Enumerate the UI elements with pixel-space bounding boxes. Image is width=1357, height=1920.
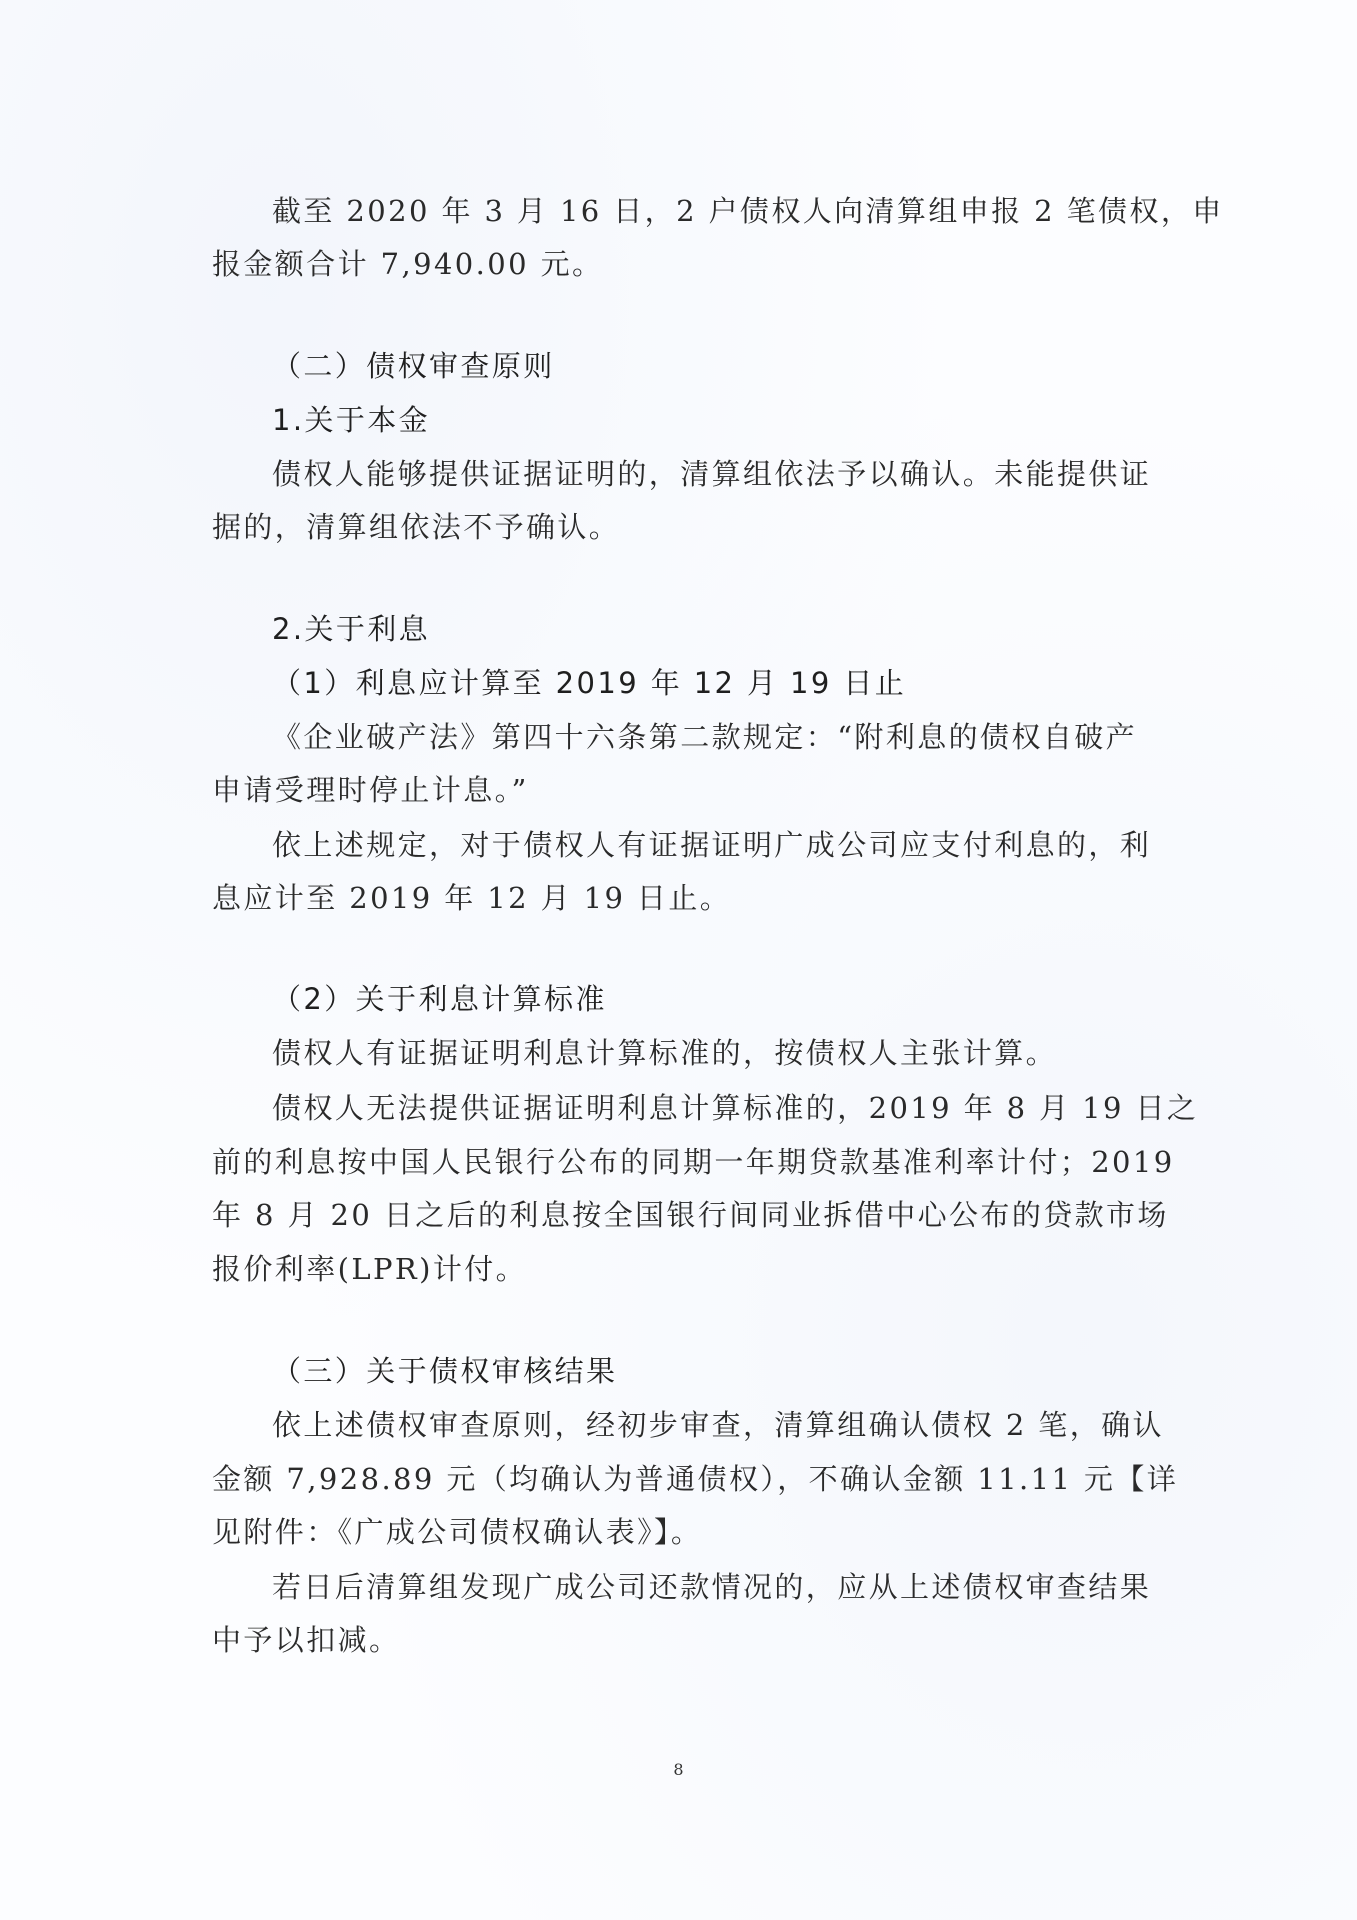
section-heading: （二）债权审查原则 xyxy=(272,349,555,383)
paragraph-line: 据的，清算组依法不予确认。 xyxy=(212,510,621,544)
paragraph-line: 截至 2020 年 3 月 16 日，2 户债权人向清算组申报 2 笔债权，申 xyxy=(272,194,1224,228)
section-heading: （三）关于债权审核结果 xyxy=(272,1354,618,1388)
subsection-heading: （2）关于利息计算标准 xyxy=(272,982,607,1016)
paragraph-line: 前的利息按中国人民银行公布的同期一年期贷款基准利率计付；2019 xyxy=(212,1145,1175,1179)
paragraph-line: 依上述规定，对于债权人有证据证明广成公司应支付利息的，利 xyxy=(272,828,1152,862)
paragraph-line: 《企业破产法》第四十六条第二款规定：“附利息的债权自破产 xyxy=(272,720,1138,754)
paragraph-line: 依上述债权审查原则，经初步审查，清算组确认债权 2 笔，确认 xyxy=(272,1408,1164,1442)
subsection-heading: （1）利息应计算至 2019 年 12 月 19 日止 xyxy=(272,666,907,700)
paragraph-line: 债权人有证据证明利息计算标准的，按债权人主张计算。 xyxy=(272,1036,1058,1070)
paragraph-line: 申请受理时停止计息。” xyxy=(212,773,529,807)
paragraph-line: 报金额合计 7,940.00 元。 xyxy=(212,247,604,281)
paragraph-line: 债权人能够提供证据证明的，清算组依法予以确认。未能提供证 xyxy=(272,457,1152,491)
paragraph-line: 中予以扣减。 xyxy=(212,1623,401,1657)
paragraph-line: 债权人无法提供证据证明利息计算标准的，2019 年 8 月 19 日之 xyxy=(272,1091,1199,1125)
paragraph-line: 见附件：《广成公司债权确认表》】。 xyxy=(212,1515,703,1549)
subsection-heading: 1.关于本金 xyxy=(272,403,431,437)
paragraph-line: 报价利率(LPR)计付。 xyxy=(212,1252,528,1286)
paragraph-line: 若日后清算组发现广成公司还款情况的，应从上述债权审查结果 xyxy=(272,1570,1152,1604)
paragraph-line: 年 8 月 20 日之后的利息按全国银行间同业拆借中心公布的贷款市场 xyxy=(212,1198,1169,1232)
page-number: 8 xyxy=(673,1760,684,1779)
paragraph-line: 息应计至 2019 年 12 月 19 日止。 xyxy=(212,881,732,915)
paragraph-line: 金额 7,928.89 元（均确认为普通债权），不确认金额 11.11 元【详 xyxy=(212,1462,1179,1496)
subsection-heading: 2.关于利息 xyxy=(272,612,431,646)
